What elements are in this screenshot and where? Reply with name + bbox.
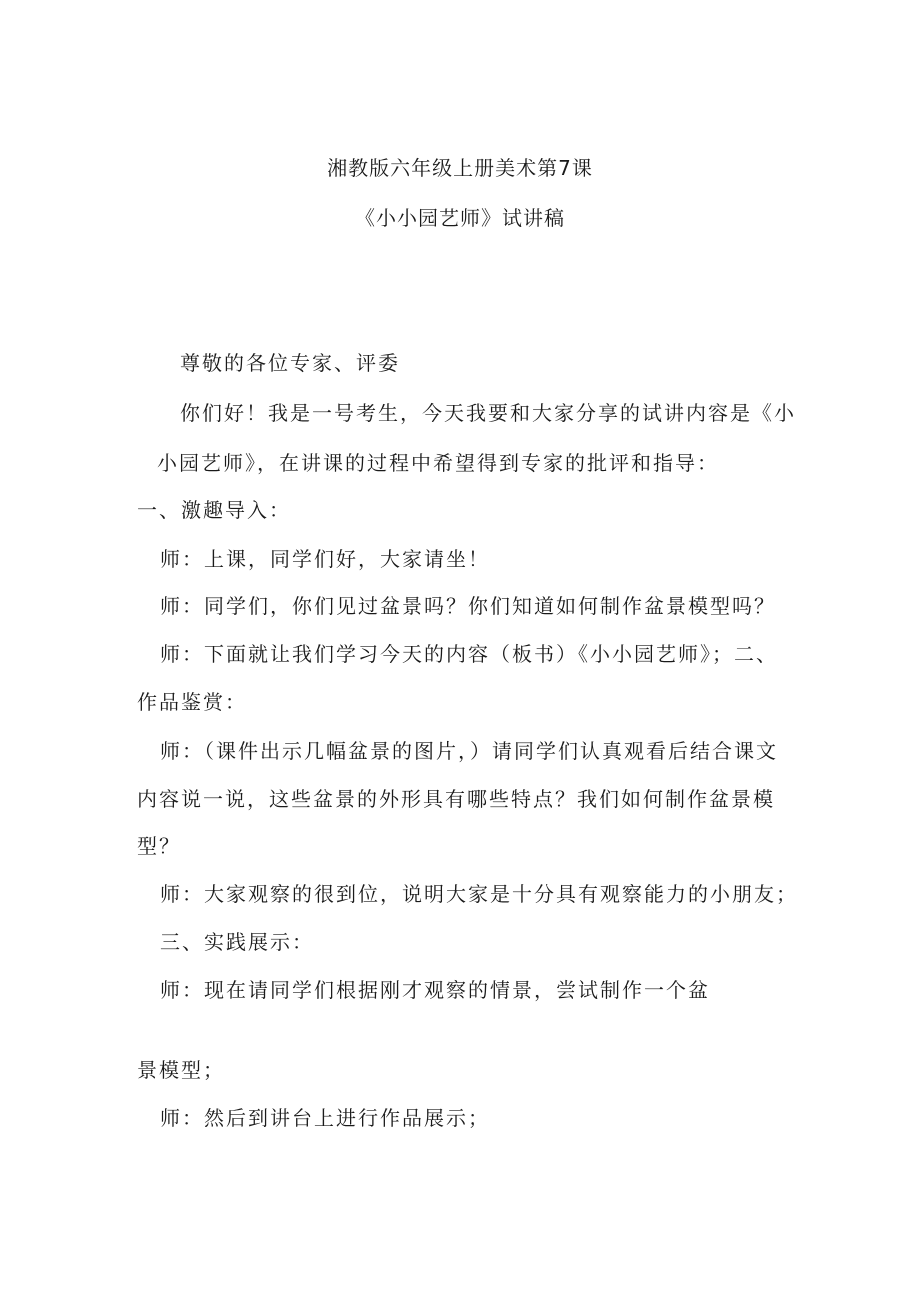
paragraph-line: 师：（课件出示几幅盆景的图片，）请同学们认真观看后结合课文 [160, 739, 778, 763]
section-heading: 一、激趣导入： [137, 498, 291, 522]
section-heading: 作品鉴赏： [137, 690, 247, 714]
section-heading: 三、实践展示： [160, 930, 314, 954]
paragraph-line: 师：然后到讲台上进行作品展示； [160, 1106, 490, 1130]
paragraph-line: 师：大家观察的很到位，说明大家是十分具有观察能力的小朋友； [160, 882, 798, 906]
paragraph-line: 师：同学们，你们见过盆景吗？你们知道如何制作盆景模型吗？ [160, 594, 776, 618]
paragraph-line: 小园艺师》，在讲课的过程中希望得到专家的批评和指导： [157, 451, 719, 475]
paragraph-line: 你们好！我是一号考生，今天我要和大家分享的试讲内容是《小 [180, 401, 796, 425]
paragraph-line: 师：上课，同学们好，大家请坐！ [160, 547, 490, 571]
document-subtitle: 《小小园艺师》试讲稿 [355, 206, 565, 230]
paragraph-line: 尊敬的各位专家、评委 [180, 351, 400, 375]
paragraph-line: 师：现在请同学们根据刚才观察的情景，尝试制作一个盆 [160, 978, 710, 1002]
paragraph-line: 内容说一说，这些盆景的外形具有哪些特点？我们如何制作盆景模 [137, 787, 775, 811]
paragraph-line: 型？ [137, 834, 181, 858]
paragraph-line: 景模型； [137, 1058, 225, 1082]
document-title: 湘教版六年级上册美术第7课 [327, 156, 593, 180]
paragraph-line: 师：下面就让我们学习今天的内容（板书）《小小园艺师》；二、 [160, 642, 778, 666]
